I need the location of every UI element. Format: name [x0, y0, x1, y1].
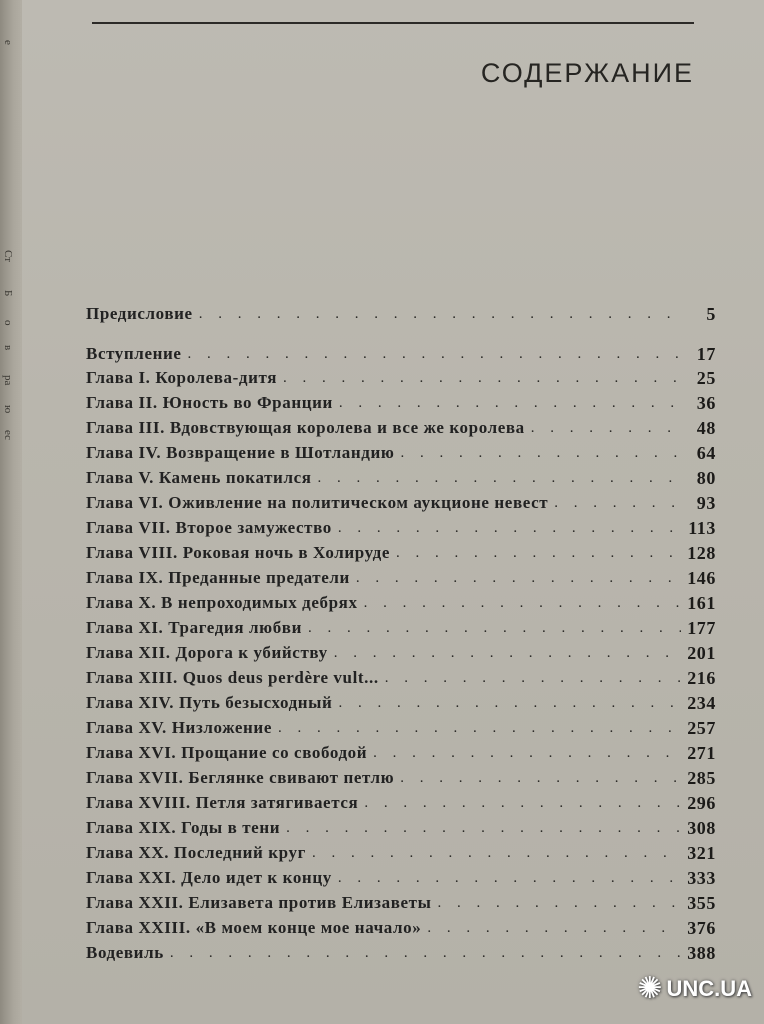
dot-leader	[400, 446, 682, 460]
toc-row	[86, 564, 716, 588]
toc-page-number: 17	[696, 344, 716, 364]
dot-leader	[364, 596, 682, 610]
dot-leader	[396, 546, 681, 560]
left-page-fragment: в	[2, 345, 14, 351]
left-page-fragment: ра	[2, 375, 14, 386]
toc-page-number: 80	[696, 468, 716, 488]
toc-entry-title: Глава XV. Низложение	[86, 718, 272, 737]
dot-leader	[373, 746, 681, 760]
toc-entry-title: Водевиль	[86, 943, 164, 962]
toc-page-number: 5	[706, 304, 716, 324]
left-page-fragment: Б	[2, 290, 14, 297]
toc-page-number: 355	[687, 893, 716, 913]
dot-leader	[364, 796, 681, 810]
toc-row	[86, 864, 716, 888]
toc-entry-title: Глава XII. Дорога к убийству	[86, 643, 328, 662]
toc-row	[86, 764, 716, 788]
book-page	[22, 0, 764, 1024]
toc-page-number: 296	[687, 793, 716, 813]
toc-entry-title: Глава XVI. Прощание со свободой	[86, 743, 368, 762]
left-page-fragment: Ст	[2, 250, 14, 262]
toc-page-number: 271	[687, 743, 716, 763]
toc-entry-title: Глава IV. Возвращение в Шотландию	[86, 443, 395, 462]
toc-entry-title: Глава VI. Оживление на политическом аукционе невест	[86, 493, 549, 512]
page-title: СОДЕРЖАНИЕ	[480, 58, 694, 88]
toc-entry-title: Глава II. Юность во Франции	[86, 393, 333, 412]
toc-row	[86, 464, 716, 488]
dot-leader	[170, 946, 681, 960]
toc-entry-title: Глава XVIII. Петля затягивается	[86, 793, 359, 812]
dot-leader	[312, 846, 681, 860]
dot-leader	[338, 696, 681, 710]
dot-leader	[188, 347, 682, 361]
toc-row	[86, 364, 716, 388]
dot-leader	[427, 921, 681, 935]
toc-page-number: 321	[687, 843, 716, 863]
toc-row	[86, 340, 716, 364]
dot-leader	[308, 621, 681, 635]
toc-page-number: 376	[687, 918, 716, 938]
toc-page-number: 201	[687, 643, 716, 663]
toc-row	[86, 300, 716, 324]
toc-page-number: 64	[696, 443, 716, 463]
toc-page-number: 285	[687, 768, 716, 788]
toc-entry-title: Глава VII. Второе замужество	[86, 518, 332, 537]
toc-page-number: 93	[696, 493, 716, 513]
toc-entry-title: Глава VIII. Роковая ночь в Холируде	[86, 543, 391, 562]
toc-page-number: 333	[687, 868, 716, 888]
toc-row	[86, 689, 716, 713]
toc-row	[86, 839, 716, 863]
toc-entry-title: Вступление	[86, 344, 182, 363]
dot-leader	[318, 471, 682, 485]
toc-entry-title: Глава XIX. Годы в тени	[86, 818, 281, 837]
toc-row	[86, 914, 716, 938]
toc-page-number: 113	[688, 518, 716, 538]
toc-row	[86, 489, 716, 513]
toc-page-number: 146	[687, 568, 716, 588]
toc-page-number: 234	[687, 693, 716, 713]
toc-row	[86, 539, 716, 563]
left-page-fragment: о	[2, 320, 14, 326]
toc-page-number: 128	[687, 543, 716, 563]
watermark-text: UNC.UA	[666, 975, 752, 1001]
toc-entry-title: Глава XVII. Беглянке свивают петлю	[86, 768, 395, 787]
dot-leader	[385, 671, 681, 685]
toc-row	[86, 664, 716, 688]
toc-row	[86, 639, 716, 663]
dot-leader	[199, 307, 682, 321]
dot-leader	[339, 396, 682, 410]
toc-row	[86, 889, 716, 913]
toc-entry-title: Глава III. Вдовствующая королева и все же королева	[86, 418, 525, 437]
toc-row	[86, 714, 716, 738]
dot-leader	[334, 646, 681, 660]
toc-entry-title: Глава X. В непроходимых дебрях	[86, 593, 358, 612]
dot-leader	[338, 871, 681, 885]
dot-leader	[400, 771, 681, 785]
left-page-fragment: е	[2, 40, 14, 45]
toc-entry-title: Глава I. Королева-дитя	[86, 368, 278, 387]
toc-page-number: 388	[687, 943, 716, 963]
toc-row	[86, 614, 716, 638]
toc-entry-title: Глава V. Камень покатился	[86, 468, 312, 487]
dot-leader	[554, 496, 682, 510]
left-page-fragment: ес	[2, 430, 14, 441]
dot-leader	[286, 821, 681, 835]
toc-entry-title: Глава XXII. Елизавета против Елизаветы	[86, 893, 432, 912]
dot-leader	[437, 896, 681, 910]
toc-page-number: 257	[687, 718, 716, 738]
toc-page-number: 177	[687, 618, 716, 638]
toc-row	[86, 439, 716, 463]
toc-entry-title: Глава XXIII. «В моем конце мое начало»	[86, 918, 422, 937]
toc-row	[86, 739, 716, 763]
snowflake-star-icon: ✺	[637, 972, 663, 1005]
toc-page-number: 216	[687, 668, 716, 688]
dot-leader	[531, 421, 682, 435]
toc-entry-title: Глава XIV. Путь безысходный	[86, 693, 333, 712]
toc-page-number: 36	[696, 393, 716, 413]
toc-row	[86, 589, 716, 613]
toc-row	[86, 389, 716, 413]
toc-row	[86, 789, 716, 813]
dot-leader	[356, 571, 681, 585]
toc-entry-title: Предисловие	[86, 304, 193, 323]
toc-entry-title: Глава XI. Трагедия любви	[86, 618, 302, 637]
toc-entry-title: Глава XXI. Дело идет к концу	[86, 868, 332, 887]
left-page-edge	[0, 0, 22, 1024]
dot-leader	[278, 721, 681, 735]
toc-entry-title: Глава IX. Преданные предатели	[86, 568, 350, 587]
toc-page-number: 308	[687, 818, 716, 838]
toc-page-number: 161	[687, 593, 716, 613]
watermark	[637, 971, 752, 1006]
top-rule	[92, 22, 694, 24]
toc-page-number: 25	[696, 368, 716, 388]
toc-page-number: 48	[696, 418, 716, 438]
dot-leader	[338, 521, 682, 535]
toc-row	[86, 814, 716, 838]
toc-row	[86, 939, 716, 963]
left-page-fragment: ю	[2, 405, 14, 414]
toc-row	[86, 514, 716, 538]
toc-entry-title: Глава XX. Последний круг	[86, 843, 306, 862]
toc-row	[86, 414, 716, 438]
toc-entry-title: Глава XIII. Quos deus perdère vult...	[86, 668, 379, 687]
dot-leader	[283, 371, 682, 385]
